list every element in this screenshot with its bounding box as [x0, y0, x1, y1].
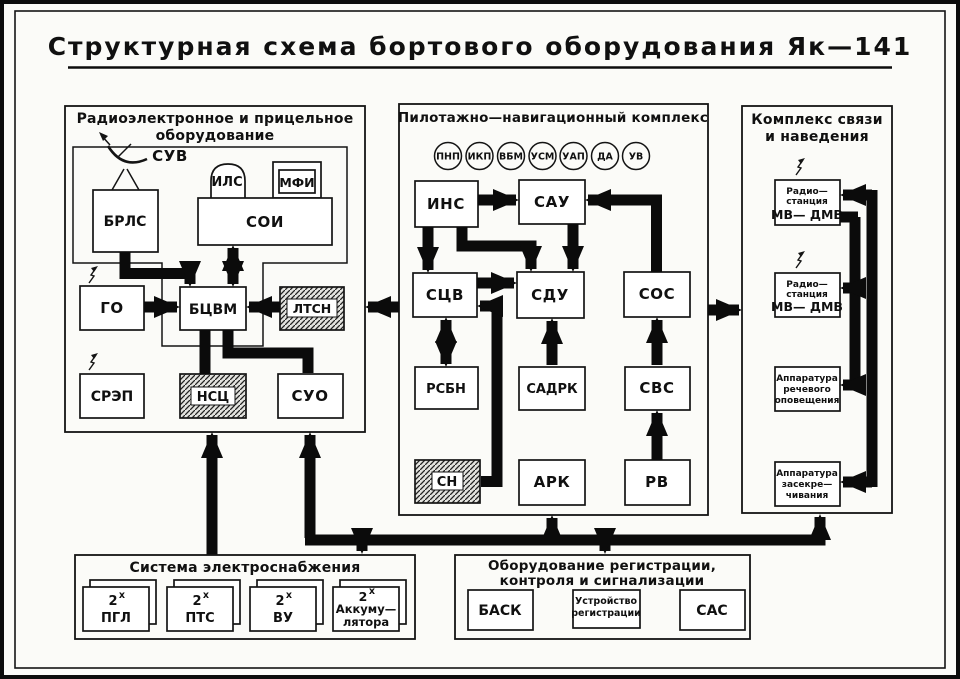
radiation-icon-radio2	[796, 251, 805, 268]
radio2-line2: станция	[786, 290, 828, 300]
power-unit-vu	[250, 580, 323, 631]
label-bcvm: БЦВМ	[188, 302, 238, 318]
label-sn: СН	[436, 475, 458, 490]
power-unit-battery-name-2: лятора	[342, 615, 390, 629]
radiation-icon-go	[89, 266, 98, 283]
crypto-line1: Аппаратура	[776, 469, 838, 479]
label-sos: СОС	[638, 285, 676, 303]
label-nsc: НСЦ	[196, 390, 230, 405]
label-ils: ИЛС	[211, 175, 243, 190]
label-rv: РВ	[645, 473, 669, 491]
label-srep: СРЭП	[90, 389, 134, 405]
reg-block-title-2: контроля и сигнализации	[499, 573, 705, 589]
power-block-title: Система электроснабжения	[129, 560, 361, 576]
label-sau: САУ	[534, 193, 570, 211]
power-bus	[212, 435, 820, 555]
power-unit-pts-sup: х	[202, 590, 210, 601]
label-scv: СЦВ	[425, 286, 465, 304]
power-unit-vu-name: ВУ	[273, 611, 293, 626]
power-unit-pgl-qty: 2	[108, 594, 118, 609]
indicator-ikp	[466, 143, 493, 170]
power-unit-battery-qty: 2	[358, 589, 368, 604]
crypto-line2: засекре—	[781, 480, 833, 490]
comm-block-title-2: и наведения	[765, 129, 869, 145]
radio-block	[65, 106, 365, 432]
label-sas: САС	[696, 603, 728, 619]
suv-label: СУВ	[152, 147, 188, 165]
power-unit-pgl-sup: х	[118, 590, 126, 601]
label-bask: БАСК	[478, 603, 522, 619]
indicator-uv	[623, 143, 650, 170]
indicator-uap	[560, 143, 587, 170]
indicator-usm-label: УСМ	[530, 151, 555, 163]
edge-brls-bcvm	[125, 252, 190, 284]
nav-block-title: Пилотажно—навигационный комплекс	[397, 110, 709, 126]
radio2-line3: МВ— ДМВ	[771, 299, 843, 314]
edge-sn-scv	[480, 306, 497, 482]
power-unit-battery-name-1: Аккуму—	[335, 602, 397, 616]
power-unit-pts-name: ПТС	[185, 611, 215, 626]
nav-block	[398, 104, 708, 515]
power-unit-pgl-name: ПГЛ	[101, 611, 131, 626]
bus-main-to-comm	[305, 517, 820, 540]
edge-ins-sdu	[462, 227, 531, 269]
comm-block	[742, 106, 892, 513]
voice-line3: оповещения	[774, 396, 840, 406]
label-go: ГО	[100, 299, 124, 317]
page-title: Структурная схема бортового оборудования Як—141	[47, 32, 913, 61]
reg-block-title-1: Оборудование регистрации,	[487, 558, 717, 574]
label-brls: БРЛС	[103, 214, 147, 230]
recorder-line1: Устройство	[574, 596, 638, 607]
power-unit-pgl	[83, 580, 156, 631]
radio-block-title-2: оборудование	[155, 128, 275, 144]
power-unit-pts-qty: 2	[192, 594, 202, 609]
edge-sos-sau	[588, 200, 657, 272]
indicator-uv-label: УВ	[628, 151, 644, 163]
label-sadrk: САДРК	[526, 382, 578, 397]
label-soi: СОИ	[245, 213, 285, 231]
label-mfi: МФИ	[279, 175, 315, 190]
radio-block-title-1: Радиоэлектронное и прицельное	[76, 111, 354, 127]
power-block	[75, 555, 415, 639]
crypto-line3: чивания	[785, 491, 829, 501]
indicator-usm	[529, 143, 556, 170]
comm-block-title-1: Комплекс связи	[751, 112, 883, 128]
indicator-ikp-label: ИКП	[467, 151, 492, 163]
label-rsbn: РСБН	[426, 382, 466, 397]
radiation-icon-radio1	[796, 158, 805, 175]
label-ark: АРК	[533, 473, 571, 491]
label-ins: ИНС	[427, 195, 465, 213]
power-unit-pts	[167, 580, 240, 631]
indicator-da-label: ДА	[597, 151, 613, 163]
radio2-line1: Радио—	[786, 280, 828, 290]
indicator-vbm	[498, 143, 525, 170]
radio1-line3: МВ— ДМВ	[771, 207, 843, 222]
indicator-uap-label: УАП	[562, 151, 585, 163]
indicator-da	[592, 143, 619, 170]
label-svs: СВС	[639, 379, 675, 397]
power-unit-vu-sup: х	[285, 590, 293, 601]
radio1-line1: Радио—	[786, 187, 828, 197]
indicator-vbm-label: ВБМ	[499, 151, 523, 163]
radio1-line2: станция	[786, 197, 828, 207]
recorder-line2: регистрации	[571, 608, 641, 619]
voice-line2: речевого	[783, 385, 831, 395]
indicator-pnp	[435, 143, 462, 170]
radar-antenna-icon	[99, 132, 147, 190]
radiation-icon-srep	[89, 353, 98, 370]
voice-line1: Аппаратура	[776, 374, 838, 384]
power-unit-battery	[333, 580, 406, 631]
edge-bcvm-suo	[228, 330, 308, 373]
label-suo: СУО	[291, 387, 329, 405]
label-sdu: СДУ	[531, 286, 569, 304]
power-unit-vu-qty: 2	[275, 594, 285, 609]
indicator-pnp-label: ПНП	[436, 151, 460, 163]
power-unit-battery-sup: х	[368, 586, 376, 597]
reg-block	[455, 555, 750, 639]
label-ltsn: ЛТСН	[292, 301, 332, 316]
